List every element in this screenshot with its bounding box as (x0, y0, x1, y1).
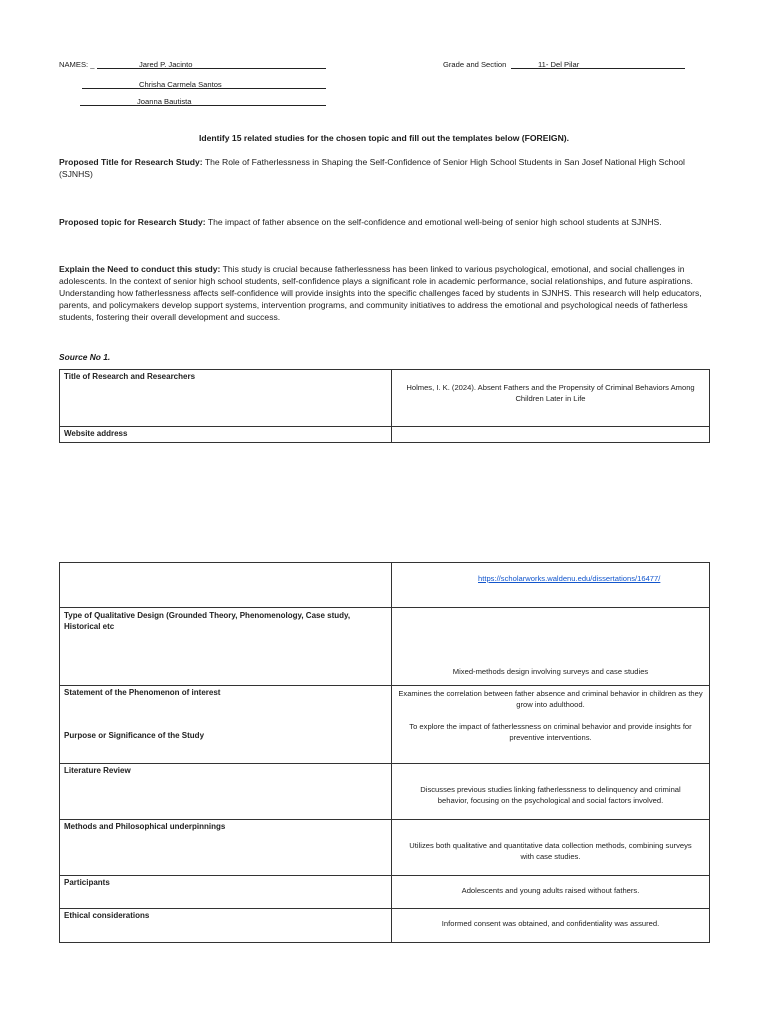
proposed-title-label: Proposed Title for Research Study: (59, 157, 203, 167)
url-row-label (60, 563, 392, 608)
methods-label: Methods and Philosophical underpinnings (60, 820, 392, 876)
instruction: Identify 15 related studies for the chosen topic and fill out the templates below (FOREIGN). (198, 133, 570, 143)
title-of-research-label: Title of Research and Researchers (60, 370, 392, 427)
methods-value[interactable]: Utilizes both qualitative and quantitative data collection methods, combining surveys with case studies. (392, 820, 710, 876)
need-value: This study is crucial because fatherlessness has been linked to various psychological, emotional, and social challenges in adolescents. In the context of senior high school students, self-confidence plays a significant role in academic performance, social relationships, and future aspirations. Understanding how fatherlessness affects self-confidence will provide insights into the specific challenges faced by students in SJNHS. This research will help educators, parents, and policymakers develop support systems, intervention programs, and community initiatives to address the emotional and psychological needs of fatherless students, fostering their overall development and success. (59, 264, 702, 322)
purpose-label: Purpose or Significance of the Study (64, 731, 205, 740)
need-paragraph (59, 263, 711, 323)
phenomenon-value[interactable]: Examines the correlation between father absence and criminal behavior in children as they grow into adulthood. (398, 689, 703, 709)
source-url-link[interactable]: https://scholarworks.waldenu.edu/dissertations/16477/ (478, 574, 661, 583)
name-line-1[interactable] (97, 58, 326, 69)
need-label: Explain the Need to conduct this study: (59, 264, 221, 274)
proposed-topic (59, 216, 709, 228)
name-1: Jared P. Jacinto (139, 60, 193, 69)
source-label: Source No 1. (59, 352, 111, 362)
name-line-2[interactable] (82, 78, 326, 89)
proposed-topic-value: The impact of father absence on the self-confidence and emotional well-being of senior high school students at SJNHS. (207, 217, 662, 227)
name-line-3[interactable] (80, 95, 326, 106)
phenomenon-purpose-values (392, 686, 710, 764)
ethics-label: Ethical considerations (60, 909, 392, 943)
participants-value[interactable]: Adolescents and young adults raised without fathers. (392, 876, 710, 909)
name-3: Joanna Bautista (137, 97, 192, 106)
source-table-header (59, 369, 710, 443)
phenomenon-label: Statement of the Phenomenon of interest (64, 688, 221, 697)
proposed-topic-label: Proposed topic for Research Study: (59, 217, 206, 227)
proposed-title-value: The Role of Fatherlessness in Shaping the Self-Confidence of Senior High School Students in San Josef National High School (SJNHS) (59, 157, 685, 179)
ethics-value[interactable]: Informed consent was obtained, and confidentiality was assured. (392, 909, 710, 943)
source-table-details (59, 562, 710, 943)
grade-value: 11- Del Pilar (538, 60, 580, 69)
design-value[interactable]: Mixed-methods design involving surveys and case studies (392, 608, 710, 686)
title-of-research-value[interactable]: Holmes, I. K. (2024). Absent Fathers and the Propensity of Criminal Behaviors Among Children Later in Life (392, 370, 710, 427)
literature-value[interactable]: Discusses previous studies linking fatherlessness to delinquency and criminal behavior, focusing on the psychological and social factors involved. (392, 764, 710, 820)
participants-label: Participants (60, 876, 392, 909)
phenomenon-purpose-labels (60, 686, 392, 764)
website-address-value[interactable] (392, 427, 710, 443)
website-address-label: Website address (60, 427, 392, 443)
proposed-title (59, 156, 709, 180)
design-label: Type of Qualitative Design (Grounded Theory, Phenomenology, Case study, Historical etc (60, 608, 392, 686)
name-2: Chrisha Carmela Santos (139, 80, 222, 89)
url-cell (392, 563, 710, 608)
purpose-value[interactable]: To explore the impact of fatherlessness on criminal behavior and provide insights for preventive interventions. (409, 722, 692, 742)
names-label: NAMES: _ (59, 60, 95, 69)
grade-label: Grade and Section (443, 60, 507, 69)
literature-label: Literature Review (60, 764, 392, 820)
grade-line[interactable] (511, 58, 685, 69)
